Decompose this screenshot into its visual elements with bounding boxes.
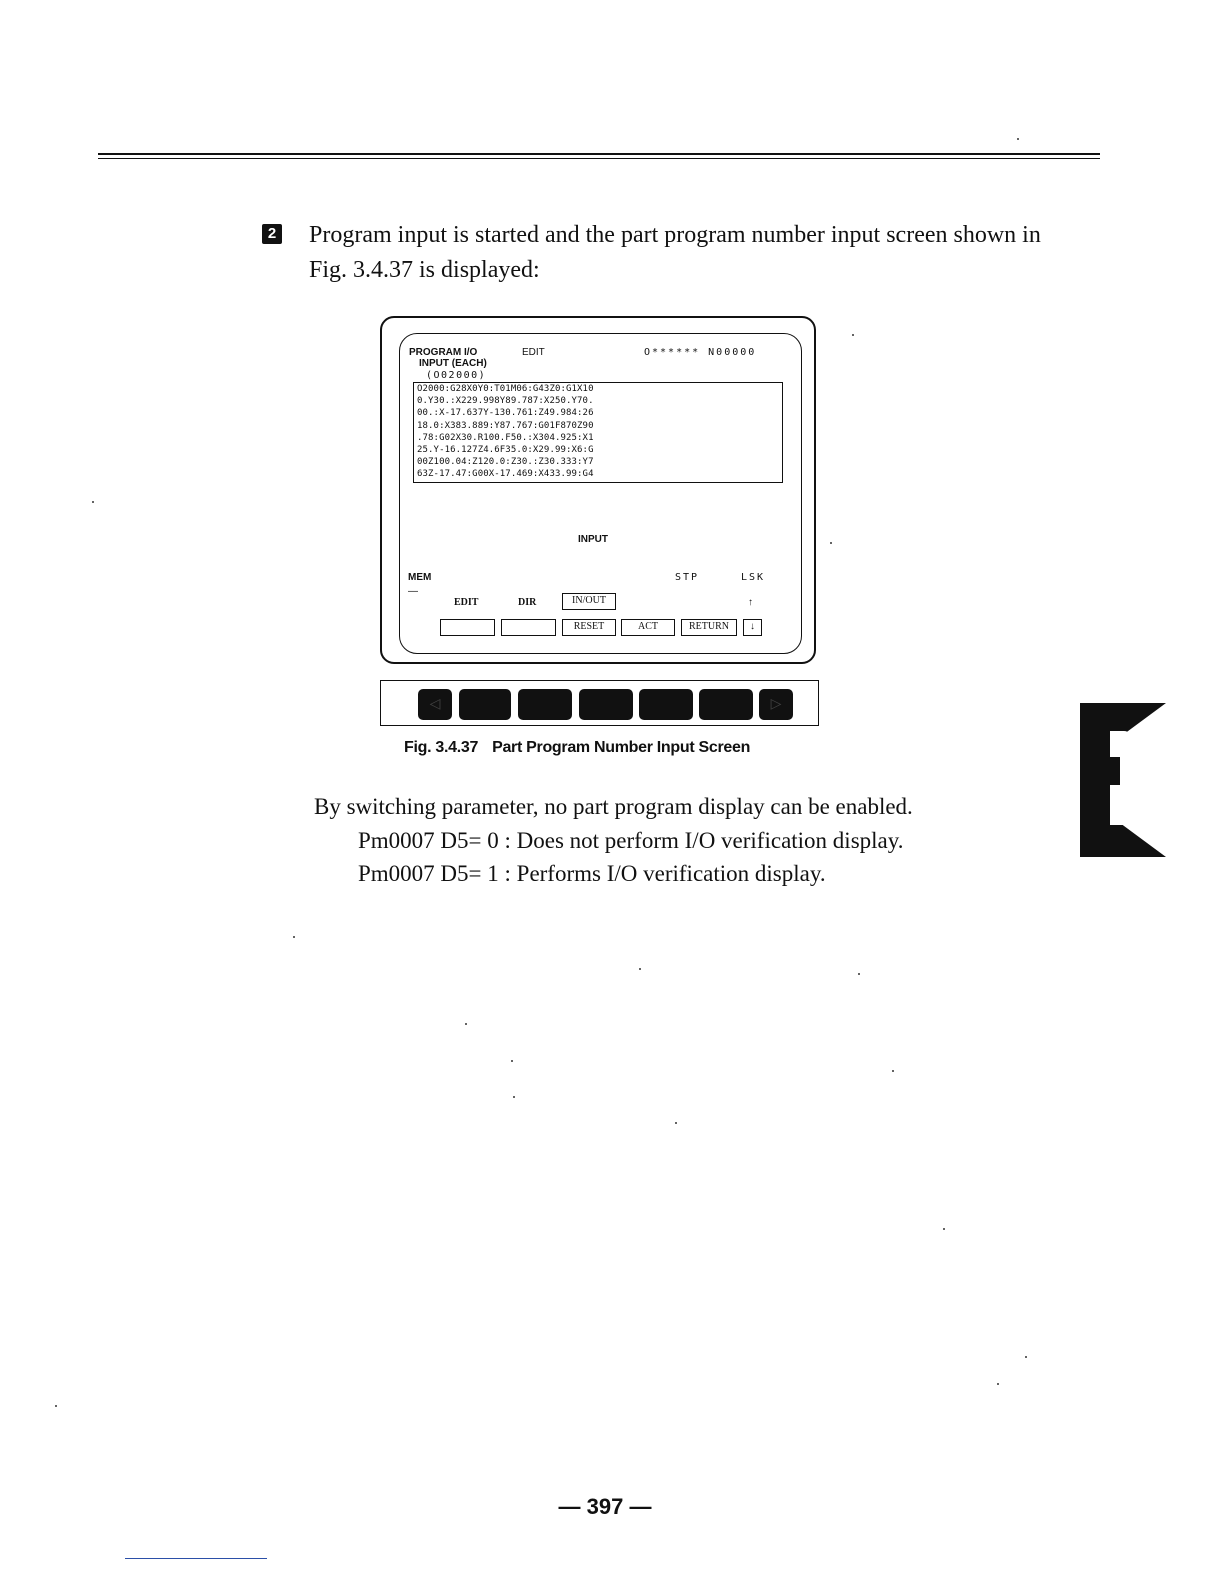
mem-indicator: MEM (408, 572, 432, 583)
body-param-line-2: Pm0007 D5= 1 : Performs I/O verification display. (358, 861, 826, 886)
scan-speck (1017, 138, 1019, 140)
scan-speck (892, 1070, 894, 1072)
next-key-right-icon[interactable]: ▷ (759, 689, 793, 720)
soft-key-2[interactable] (518, 689, 572, 720)
menu-in-out[interactable]: IN/OUT (562, 593, 616, 610)
scan-speck (465, 1023, 467, 1025)
soft-key-4[interactable] (639, 689, 693, 720)
scan-speck (852, 334, 854, 336)
figure-number: Fig. 3.4.37 (404, 739, 479, 756)
up-arrow-icon: ↑ (748, 597, 753, 608)
footer-line (125, 1558, 267, 1559)
screen-subtitle: INPUT (EACH) (419, 358, 487, 369)
screen-status: O****** N00000 (644, 347, 757, 358)
program-data-block (413, 382, 783, 483)
softkey-blank-2[interactable] (501, 619, 556, 636)
page-number: — 397 — (558, 1494, 652, 1519)
soft-key-5[interactable] (699, 689, 753, 720)
prev-key-left-icon[interactable]: ◁ (418, 689, 452, 720)
scan-speck (830, 542, 832, 544)
mem-cursor: — (408, 586, 418, 597)
lsk-indicator: LSK (741, 572, 766, 583)
program-data-line: 00.:X-17.637Y-130.761:Z49.984:26 (417, 408, 594, 419)
scan-speck (943, 1228, 945, 1230)
header-rule-bottom (98, 158, 1100, 159)
menu-dir[interactable]: DIR (518, 597, 537, 608)
figure-caption (404, 739, 750, 757)
scan-speck (997, 1383, 999, 1385)
step-instruction: Program input is started and the part program number input screen shown in Fig. 3.4.37 is displayed: (309, 222, 1041, 283)
scan-speck (513, 1096, 515, 1098)
scan-speck (511, 1060, 513, 1062)
scan-speck (675, 1122, 677, 1124)
chapter-tab-marker (1080, 703, 1166, 857)
softkey-blank-1[interactable] (440, 619, 495, 636)
input-prompt: INPUT (578, 534, 608, 545)
soft-key-1[interactable] (459, 689, 511, 720)
screen-program-number: (O02000) (426, 370, 487, 381)
scan-speck (1025, 1356, 1027, 1358)
soft-key-3[interactable] (579, 689, 633, 720)
step-number-badge: 2 (262, 224, 282, 244)
program-data-line: .78:G02X30.R100.F50.:X304.925:X1 (417, 432, 594, 443)
program-data-line: 63Z-17.47:G00X-17.469:X433.99:G4 (417, 469, 594, 480)
program-data-line: 25.Y-16.127Z4.6F35.0:X29.99:X6:G (417, 445, 594, 456)
program-data-line: O2000:G28X0Y0:T01M06:G43Z0:G1X10 (417, 384, 594, 394)
stp-indicator: STP (675, 572, 700, 583)
figure-title: Part Program Number Input Screen (492, 739, 751, 756)
screen-mode: EDIT (522, 347, 545, 358)
scan-speck (92, 501, 94, 503)
screen-title: PROGRAM I/O (409, 347, 478, 358)
scan-speck (55, 1405, 57, 1407)
softkey-reset[interactable]: RESET (562, 619, 616, 636)
body-param-line-1: Pm0007 D5= 0 : Does not perform I/O verification display. (358, 828, 904, 853)
program-data-line: 0.Y30.:X229.998Y89.787:X250.Y70. (417, 396, 594, 407)
scan-speck (293, 936, 295, 938)
menu-edit[interactable]: EDIT (454, 597, 479, 608)
body-intro: By switching parameter, no part program display can be enabled. (314, 794, 913, 819)
program-data-line: 00Z100.04:Z120.0:Z30.:Z30.333:Y7 (417, 457, 594, 468)
softkey-act[interactable]: ACT (621, 619, 675, 636)
program-data-line: 18.0:X383.889:Y87.767:G01F870Z90 (417, 420, 594, 431)
header-rule-top (98, 153, 1100, 155)
softkey-return[interactable]: RETURN (681, 619, 737, 636)
scan-speck (858, 973, 860, 975)
down-arrow-icon[interactable]: ↓ (743, 619, 762, 636)
scan-speck (639, 968, 641, 970)
